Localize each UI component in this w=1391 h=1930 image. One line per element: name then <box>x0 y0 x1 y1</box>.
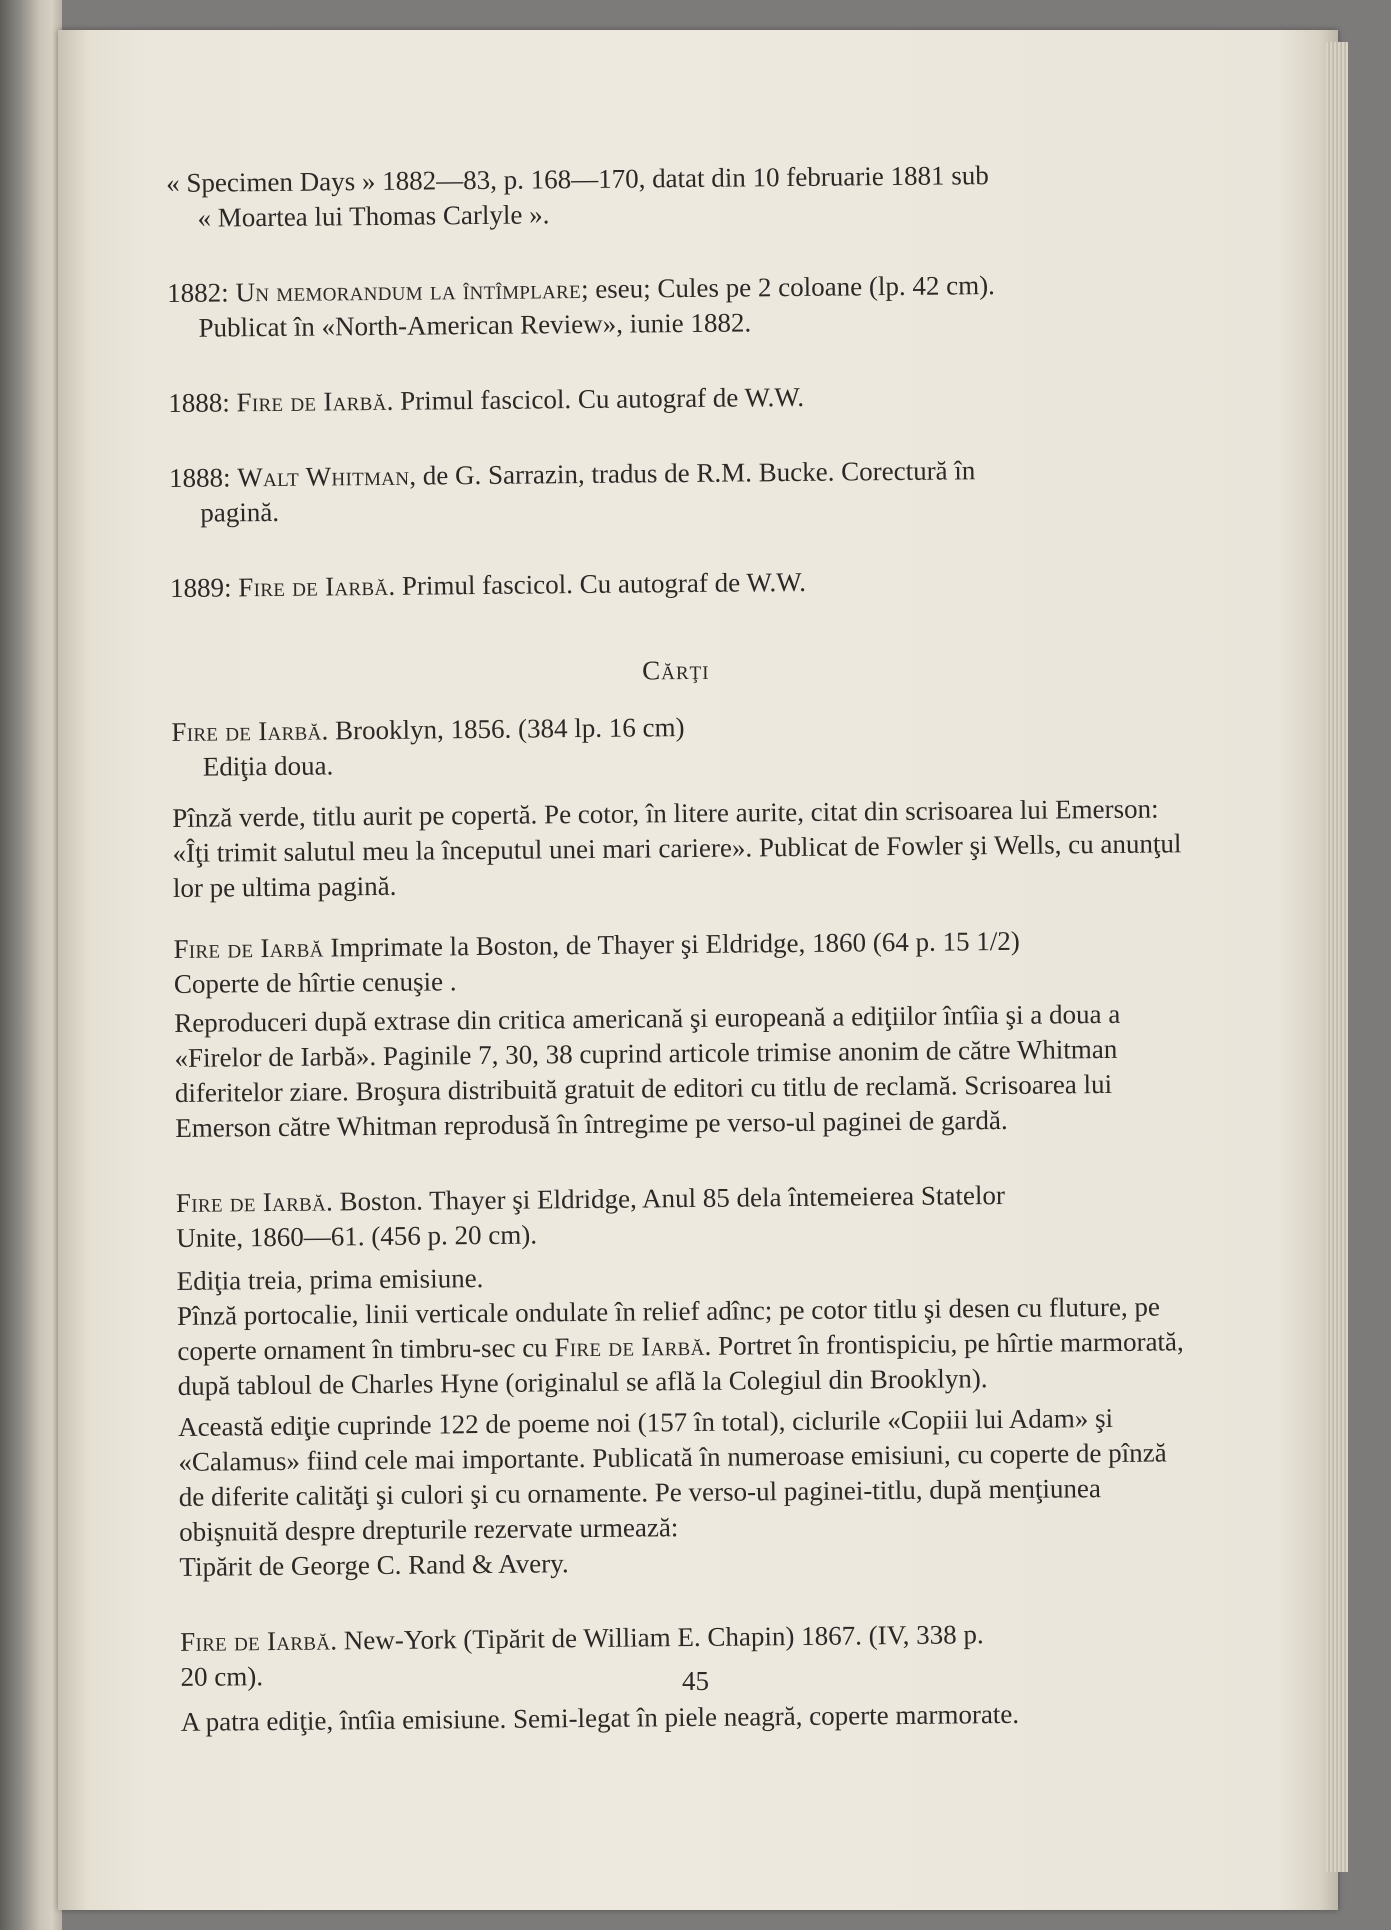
entry-title: Walt Whitman <box>237 460 410 493</box>
page-stack-edge <box>1326 42 1348 1872</box>
entry-line-continued: Publicat în «North-American Review», iunie 1882. <box>198 307 752 343</box>
entry-title: Fire de Iarbă <box>236 385 387 418</box>
left-page-edge <box>0 0 62 1930</box>
entry-line <box>168 376 1178 421</box>
entry-1882-memorandum <box>167 266 1178 346</box>
binding-text: Pînză portocalie, linii verticale ondulate în relief adînc; pe cotor titlu şi desen cu fluture, pe coperte ornament în timbru-sec cu <box>176 1291 1161 1366</box>
book-edition: Ediţia doua. <box>202 750 334 782</box>
entry-details: ; eseu; Cules pe 2 coloane (lp. 42 cm). <box>580 270 995 305</box>
section-heading-carti: Cărţi <box>642 654 710 686</box>
entry-details: . Primul fascicol. Cu autograf de W.W. <box>386 381 805 416</box>
book-entry-1860-pamphlet <box>173 922 1185 1146</box>
entry-1888-fire-de-iarba <box>168 376 1178 421</box>
book-details: . Brooklyn, 1856. (384 lp. 16 cm) <box>321 712 685 746</box>
entry-1888-walt-whitman <box>169 451 1180 531</box>
entry-line-continued: pagină. <box>200 496 280 528</box>
binding-text-rest: . Portret în frontispiciu, pe hîrtie marmorată, după tabloul de Charles Hyne (originalul se află la Colegiul din Brooklyn). <box>177 1326 1184 1401</box>
book-entry-1860-boston <box>176 1176 1190 1585</box>
entry-title: Fire de Iarbă <box>238 570 389 603</box>
book-binding-description <box>177 1289 1188 1404</box>
page-number: 45 <box>682 1666 709 1696</box>
entry-year: 1882: <box>167 277 236 308</box>
page-content <box>166 156 1191 1740</box>
book-title-continued: 20 cm). <box>180 1661 264 1692</box>
book-title: Fire de Iarbă <box>173 932 324 964</box>
binding-title: Fire de Iarbă <box>554 1330 705 1363</box>
entry-details: . Primul fascicol. Cu autograf de W.W. <box>388 566 807 601</box>
book-details: . Boston. Thayer şi Eldridge, Anul 85 dela întemeierea Statelor <box>325 1179 1006 1217</box>
entry-1889-fire-de-iarba <box>170 561 1180 606</box>
book-description: Pînză verde, titlu aurit pe copertă. Pe cotor, în litere aurite, citat din scrisoarea lui Emerson: «Îţi trimit salutul meu la începutul unei mari cariere». Publicat de Fowler şi Wells, cu anunţul lor pe ultima pagină. <box>172 793 1182 903</box>
book-covers: Coperte de hîrtie cenuşie . <box>173 966 457 999</box>
book-details: Imprimate la Boston, de Thayer şi Eldridge, 1860 (64 p. 15 1/2) <box>323 925 1020 963</box>
entry-year: 1889: <box>169 572 239 603</box>
entry-line <box>170 561 1180 606</box>
entry-year: 1888: <box>168 462 238 493</box>
book-title: Fire de Iarbă <box>171 715 322 747</box>
entry-details: , de G. Sarrazin, tradus de R.M. Bucke. Corectură în <box>409 455 976 491</box>
book-details: . New-York (Tipărit de William E. Chapin) 1867. (IV, 338 p. <box>330 1619 984 1656</box>
book-edition: Ediţia treia, prima emisiune. <box>176 1263 484 1296</box>
book-contents-description: Această ediţie cuprinde 122 de poeme noi (157 în total), ciclurile «Copiii lui Adam» şi «Calamus» fiind cele mai importante. Publicată în numeroase emisiuni, cu coperte de pînză de diferite calităţi şi culori şi cu ornamente. Pe verso-ul paginei-titlu, după menţiunea obişnuită despre drepturile rezervate urmează: <box>177 1402 1167 1547</box>
book-title: Fire de Iarbă <box>175 1186 327 1218</box>
book-description: A patra ediţie, întîia emisiune. Semi-legat în piele neagră, coperte marmorate. <box>180 1698 1020 1737</box>
entry-line: « Specimen Days » 1882—83, p. 168—170, datat din 10 februarie 1881 sub <box>166 160 989 198</box>
book-description: Reproduceri după extrase din critica americană şi europeană a ediţiilor întîia şi a doua a «Firelor de Iarbă». Paginile 7, 30, 38 cuprind articole trimise anonim de către Whitman diferitelor ziare. Broşura distribuită gratuit de editori cu titlu de reclamă. Scrisoarea lui Emerson către Whitman reprodusă în întregime pe verso-ul paginei de gardă. <box>174 998 1121 1143</box>
book-entry-1856 <box>171 705 1183 906</box>
entry-year: 1888: <box>168 387 237 418</box>
book-title-continued: Unite, 1860—61. (456 p. 20 cm). <box>176 1219 538 1253</box>
book-imprint: Tipărit de George C. Rand & Avery. <box>179 1548 569 1582</box>
book-title: Fire de Iarbă <box>180 1625 331 1657</box>
entry-specimen-days <box>166 156 1177 236</box>
entry-title: Un memorandum la întîmplare <box>235 274 582 308</box>
entry-line-continued: « Moartea lui Thomas Carlyle ». <box>197 199 550 233</box>
